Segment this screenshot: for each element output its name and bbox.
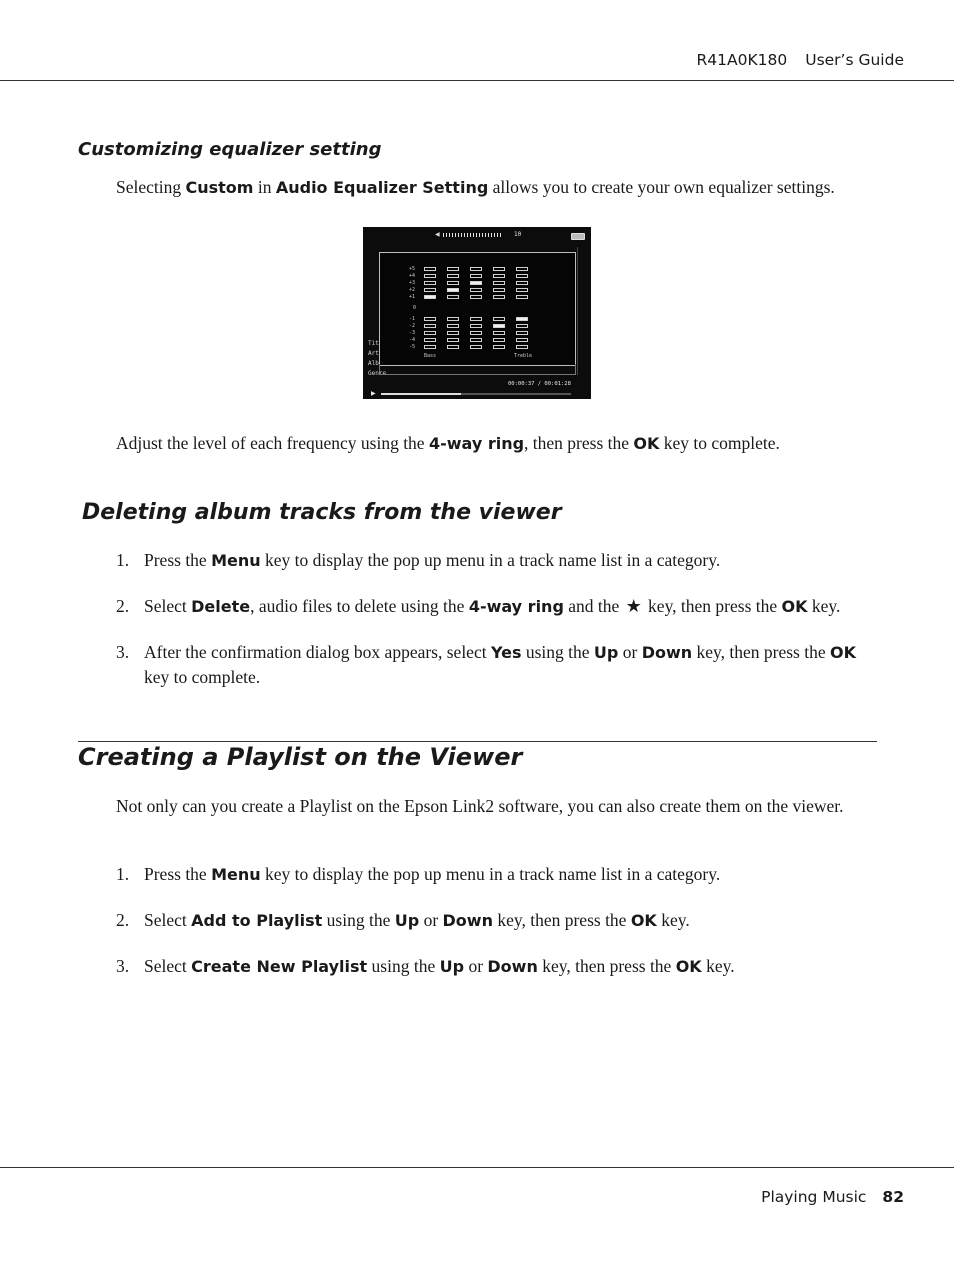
customize-intro: Selecting Custom in Audio Equalizer Setting allows you to create your own equalizer settings. [116,177,835,197]
eq-band-cell [493,281,505,285]
treble-label: Treble [514,353,533,359]
eq-band-cell [447,274,459,278]
header-rule [0,80,954,81]
eq-label: +3 [409,280,416,286]
eq-band-cell [470,274,482,278]
side-label: Genre [368,370,387,377]
eq-label: -2 [409,323,416,329]
volume-value: 10 [514,231,522,238]
eq-band-cell [470,281,482,285]
eq-band-cell [424,331,436,335]
playlist-heading: Creating a Playlist on the Viewer [78,743,523,771]
eq-band-cell [447,331,459,335]
eq-band-cell [447,345,459,349]
eq-band-cell [424,338,436,342]
time-readout: 00:00:37 / 00:01:28 [508,381,571,387]
eq-band-cell [493,331,505,335]
page-footer [761,1188,904,1206]
eq-band-cell [470,317,482,321]
eq-label: -3 [409,330,416,336]
delete-step-3: 3. After the confirmation dialog box appears, select Yes using the Up or Down key, then press the OK key to complete. [116,642,856,687]
battery-icon [571,233,585,240]
eq-label: +1 [409,294,416,300]
eq-band-cell [493,288,505,292]
eq-band-cell [516,338,528,342]
eq-label: -4 [409,337,416,343]
delete-step-2: 2. Select Delete, audio files to delete using the 4-way ring and the ★ key, then press the OK key. [116,596,841,616]
page-number: 82 [882,1188,904,1206]
bass-label: Bass [424,353,437,359]
volume-meter [443,233,503,237]
eq-band-cell [516,267,528,271]
guide-title: User’s Guide [805,51,904,69]
eq-band-cell [470,295,482,299]
eq-band-cell [447,267,459,271]
playlist-step-3: 3. Select Create New Playlist using the Up or Down key, then press the OK key. [116,956,735,976]
adjust-paragraph: Adjust the level of each frequency using the 4-way ring, then press the OK key to complete. [116,433,780,453]
delete-heading: Deleting album tracks from the viewer [82,500,562,525]
eq-band-cell [516,295,528,299]
footer-rule [0,1167,954,1168]
eq-band-cell [493,274,505,278]
playlist-step-1: 1. Press the Menu key to display the pop up menu in a track name list in a category. [116,864,721,884]
eq-band-cell [516,345,528,349]
eq-band-cell [447,338,459,342]
eq-label: +5 [409,266,416,272]
side-label: Tit [368,340,379,347]
page-header [697,51,905,69]
eq-band-cell [447,295,459,299]
eq-band-cell [424,281,436,285]
eq-band-cell [470,324,482,328]
eq-band-cell [424,295,436,299]
equalizer-screenshot [363,227,591,399]
eq-band-cell [516,281,528,285]
eq-band-cell [516,274,528,278]
eq-band-cell [424,288,436,292]
side-label: Alb [368,360,379,367]
eq-band-cell [470,267,482,271]
play-icon: ▶ [371,391,376,397]
star-icon: ★ [625,596,642,616]
eq-band-cell [493,338,505,342]
eq-band-cell [424,345,436,349]
eq-band-cell [424,317,436,321]
eq-band-cell [493,317,505,321]
doc-id: R41A0K180 [696,51,788,69]
eq-band-cell [516,331,528,335]
eq-band-cell [470,288,482,292]
eq-label: +4 [409,273,416,279]
section-rule [78,741,877,742]
eq-band-cell [447,317,459,321]
eq-label: -5 [409,344,416,350]
eq-band-cell [516,324,528,328]
eq-band-cell [470,338,482,342]
eq-band-cell [493,345,505,349]
equalizer-panel [379,252,576,366]
side-label: Art [368,350,379,357]
eq-band-cell [470,331,482,335]
eq-band-cell [493,324,505,328]
eq-band-cell [424,324,436,328]
eq-band-cell [516,288,528,292]
eq-band-cell [470,345,482,349]
progress-track [381,393,571,395]
eq-band-cell [447,288,459,292]
delete-step-1: 1. Press the Menu key to display the pop up menu in a track name list in a category. [116,550,721,570]
eq-label: 0 [413,305,417,311]
eq-band-cell [493,267,505,271]
progress-fill [381,393,461,395]
speaker-icon: ◀ [435,232,440,238]
eq-band-cell [424,274,436,278]
footer-section: Playing Music [761,1188,867,1206]
eq-label: +2 [409,287,416,293]
playlist-step-2: 2. Select Add to Playlist using the Up or Down key, then press the OK key. [116,910,690,930]
eq-label: -1 [409,316,416,322]
playlist-intro: Not only can you create a Playlist on the Epson Link2 software, you can also create them on the viewer. [116,796,844,816]
eq-band-cell [447,324,459,328]
eq-band-cell [424,267,436,271]
eq-band-cell [493,295,505,299]
eq-band-cell [516,317,528,321]
customize-heading: Customizing equalizer setting [78,139,382,160]
eq-band-cell [447,281,459,285]
